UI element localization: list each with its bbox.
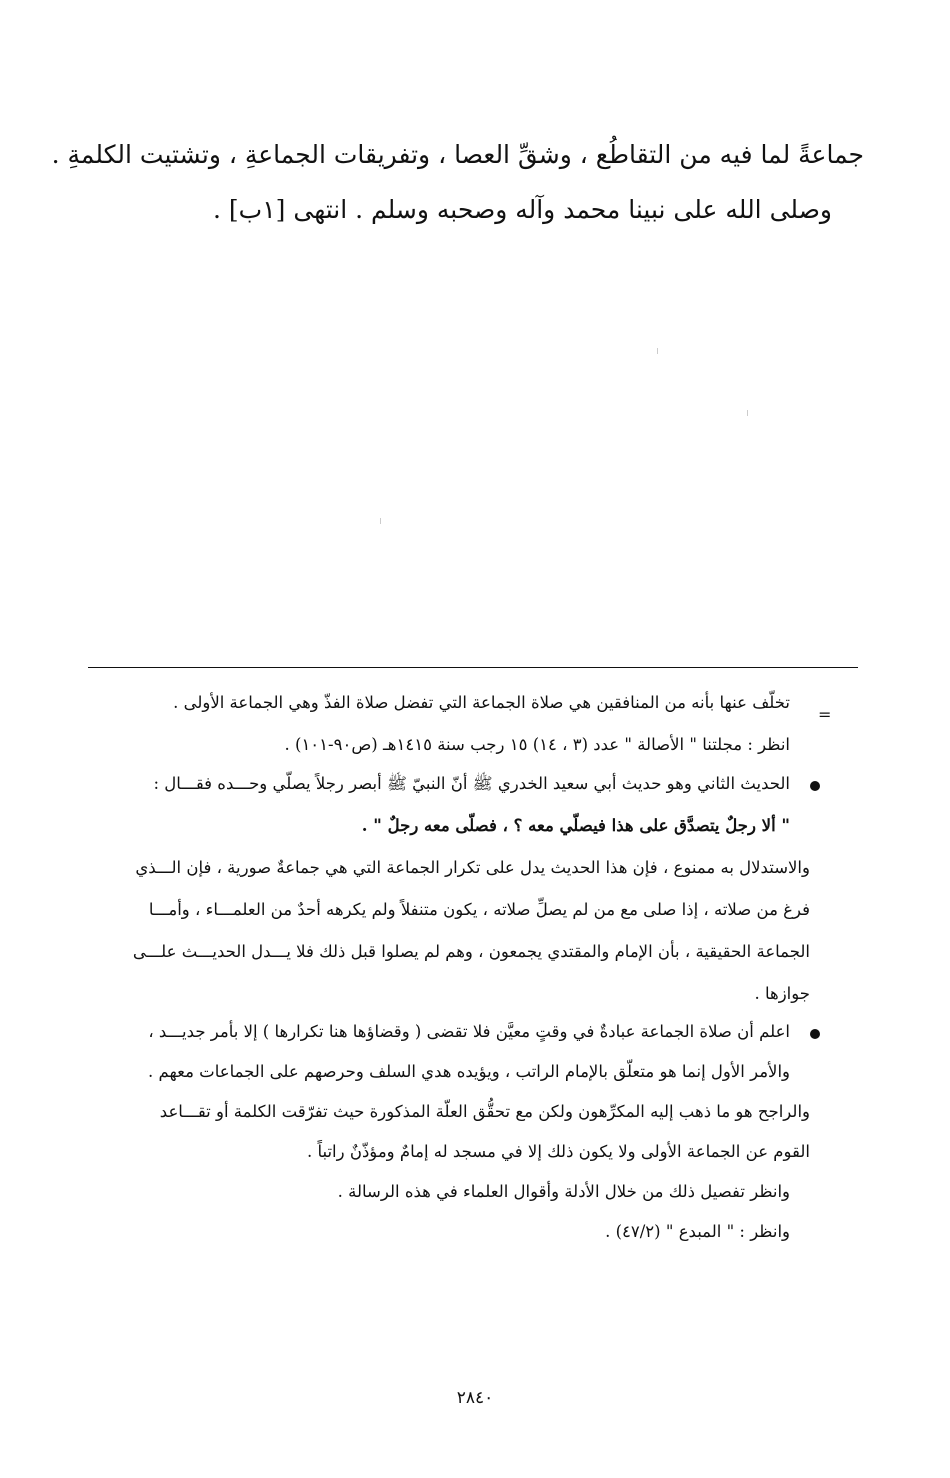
scan-speck bbox=[657, 348, 658, 354]
footnote-line-7: الجماعة الحقيقية ، بأن الإمام والمقتدي يجمعون ، وهم لم يصلوا قبل ذلك فلا يـــدل الحديـــث علـــى bbox=[132, 942, 810, 961]
page-number: ٢٨٤٠ bbox=[456, 1388, 494, 1408]
scan-speck bbox=[747, 410, 748, 416]
footnote-line-2: انظر : مجلتنا " الأصالة " عدد (٣ ، ١٤) ١٥ رجب سنة ١٤١٥هـ (ص٩٠-١٠١) . bbox=[284, 735, 790, 754]
footnote-separator bbox=[88, 667, 858, 668]
footnote-line-10: والأمر الأول إنما هو متعلّق بالإمام الراتب ، ويؤيده هدي السلف وحرصهم على الجماعات معهم . bbox=[148, 1062, 790, 1081]
footnote-line-6: فرغ من صلاته ، إذا صلى مع من لم يصلِّ صلاته ، يكون متنفلاً ولم يكرهه أحدٌ من العلمـــاء ، وأمـــا bbox=[148, 900, 810, 919]
footnote-line-9: اعلم أن صلاة الجماعة عبادةٌ في وقتٍ معيَّن فلا تقضى ( وقضاؤها هنا تكرارها ) إلا بأمر جديـــد ، bbox=[148, 1022, 790, 1041]
footnote-line-14: وانظر : " المبدع " (٤٧/٢) . bbox=[605, 1222, 790, 1241]
continuation-marker: = bbox=[818, 705, 832, 724]
body-line-2: وصلى الله على نبينا محمد وآله وصحبه وسلم . انتهى [١ب] . bbox=[213, 195, 832, 224]
footnote-line-11: والراجح هو ما ذهب إليه المكرِّهون ولكن مع تحقُّق العلّة المذكورة حيث تفرّقت الكلمة أو تقـــاعد bbox=[159, 1102, 810, 1121]
footnote-line-3: الحديث الثاني وهو حديث أبي سعيد الخدري ﷺ أنّ النبيّ ﷺ أبصر رجلاً يصلّي وحـــده فقـــال : bbox=[153, 774, 790, 793]
bullet-icon bbox=[810, 1029, 820, 1039]
footnote-line-1: تخلّف عنها بأنه من المنافقين هي صلاة الجماعة التي تفضل صلاة الفذّ وهي الجماعة الأولى . bbox=[173, 693, 790, 712]
footnote-line-12: القوم عن الجماعة الأولى ولا يكون ذلك إلا في مسجد له إمامٌ ومؤذّنٌ راتباً . bbox=[306, 1142, 810, 1161]
footnote-line-13: وانظر تفصيل ذلك من خلال الأدلة وأقوال العلماء في هذه الرسالة . bbox=[337, 1182, 790, 1201]
body-line-1: جماعةً لما فيه من التقاطُع ، وشقِّ العصا ، وتفريقات الجماعةِ ، وتشتيت الكلمةِ . bbox=[51, 140, 864, 169]
scan-speck bbox=[380, 518, 381, 524]
bullet-icon bbox=[810, 781, 820, 791]
footnote-quote: " ألا رجلٌ يتصدَّق على هذا فيصلّي معه ؟ ، فصلّى معه رجلٌ " . bbox=[361, 816, 790, 835]
footnote-line-8: جوازها . bbox=[754, 984, 810, 1003]
footnote-line-5: والاستدلال به ممنوع ، فإن هذا الحديث يدل على تكرار الجماعة التي هي جماعةٌ صورية ، فإن الـــذي bbox=[135, 858, 810, 877]
